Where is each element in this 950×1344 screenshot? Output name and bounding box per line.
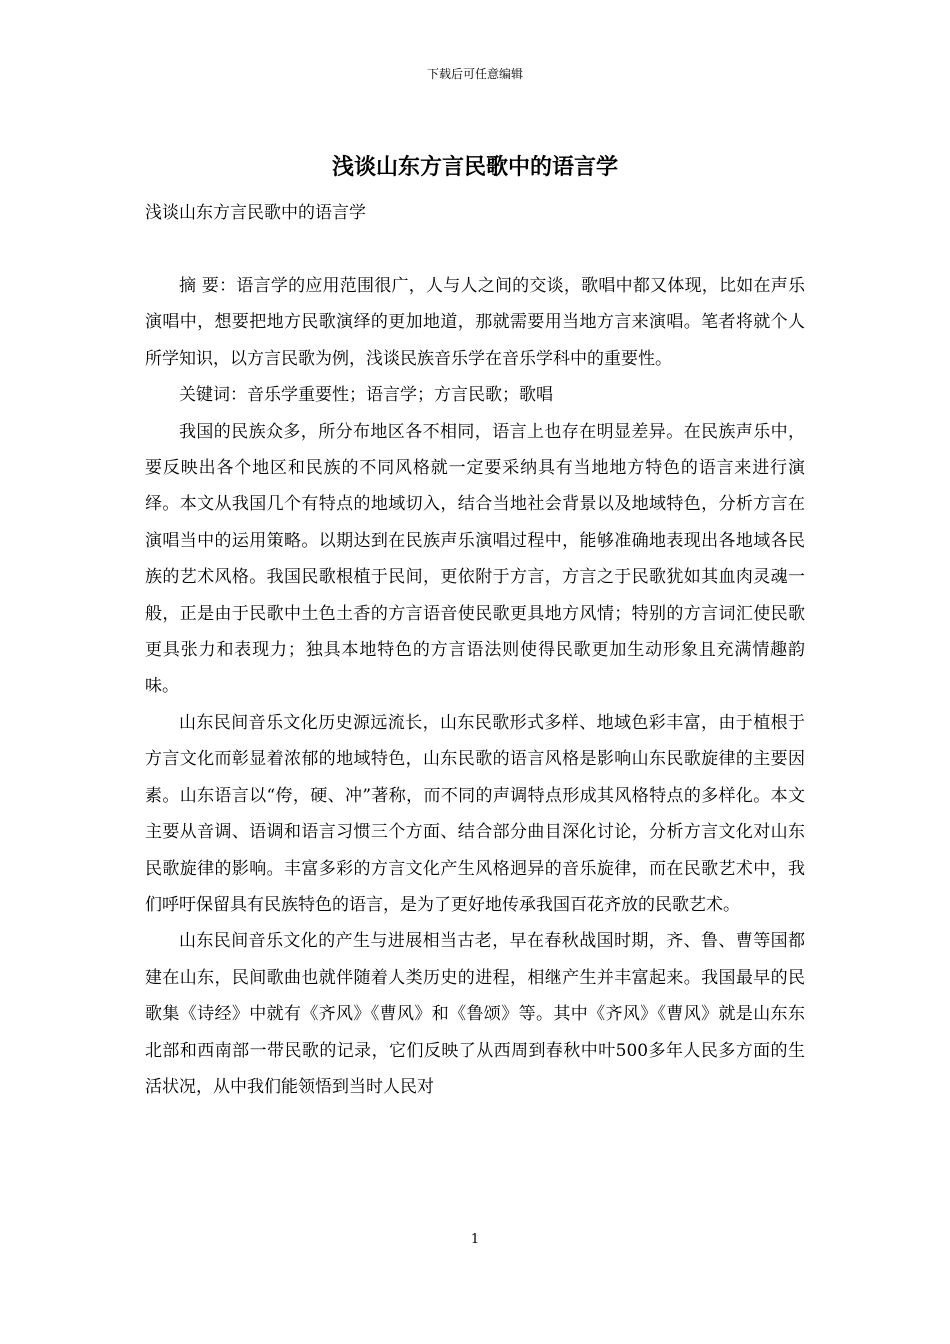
page-header-note: 下载后可任意编辑 <box>426 67 523 81</box>
body-paragraph: 山东民间音乐文化历史源远流长，山东民歌形式多样、地域色彩丰富，由于植根于方言文化而彰显着浓郁的地域特色，山东民歌的语言风格是影响山东民歌旋律的主要因素。山东语言以“侉，硬、冲”著称，而不同的声调特点形成其风格特点的多样化。本文主要从音调、语调和语言习惯三个方面、结合部分曲目深化讨论，分析方言文化对山东民歌旋律的影响。丰富多彩的方言文化产生风格迥异的音乐旋律，而在民歌艺术中，我们呼吁保留具有民族特色的语言，是为了更好地传承我国百花齐放的民歌艺术。 <box>145 712 805 915</box>
abstract-paragraph: 摘 要：语言学的应用范围很广，人与人之间的交谈，歌唱中都又体现，比如在声乐演唱中，想要把地方民歌演绎的更加地道，那就需要用当地方言来演唱。笔者将就个人所学知识，以方言民歌为例，浅谈民族音乐学在音乐学科中的重要性。 <box>145 276 805 369</box>
keywords-paragraph: 关键词：音乐学重要性；语言学；方言民歌；歌唱 <box>179 385 553 406</box>
body-paragraph: 山东民间音乐文化的产生与进展相当古老，早在春秋战国时期，齐、鲁、曹等国都建在山东，民间歌曲也就伴随着人类历史的进程，相继产生并丰富起来。我国最早的民歌集《诗经》中就有《齐风》《曹风》和《鲁颂》等。其中《齐风》《曹风》就是山东东北部和西南部一带民歌的记录，它们反映了从西周到春秋中叶500多年人民多方面的生活状况，从中我们能领悟到当时人民对 <box>145 931 805 1097</box>
body-paragraph: 我国的民族众多，所分布地区各不相同，语言上也存在明显差异。在民族声乐中，要反映出各个地区和民族的不同风格就一定要采纳具有当地地方特色的语言来进行演绎。本文从我国几个有特点的地域切入，结合当地社会背景以及地域特色，分析方言在演唱当中的运用策略。以期达到在民族声乐演唱过程中，能够准确地表现出各地域各民族的艺术风格。我国民歌根植于民间，更依附于方言，方言之于民歌犹如其血肉灵魂一般，正是由于民歌中土色土香的方言语音使民歌更具地方风情；特别的方言词汇使民歌更具张力和表现力；独具本地特色的方言语法则使得民歌更加生动形象且充满情趣韵味。 <box>145 421 805 697</box>
page-number: 1 <box>470 1232 480 1247</box>
document-title: 浅谈山东方言民歌中的语言学 <box>331 154 618 180</box>
document-subtitle: 浅谈山东方言民歌中的语言学 <box>145 203 366 223</box>
document-body <box>145 268 805 1105</box>
